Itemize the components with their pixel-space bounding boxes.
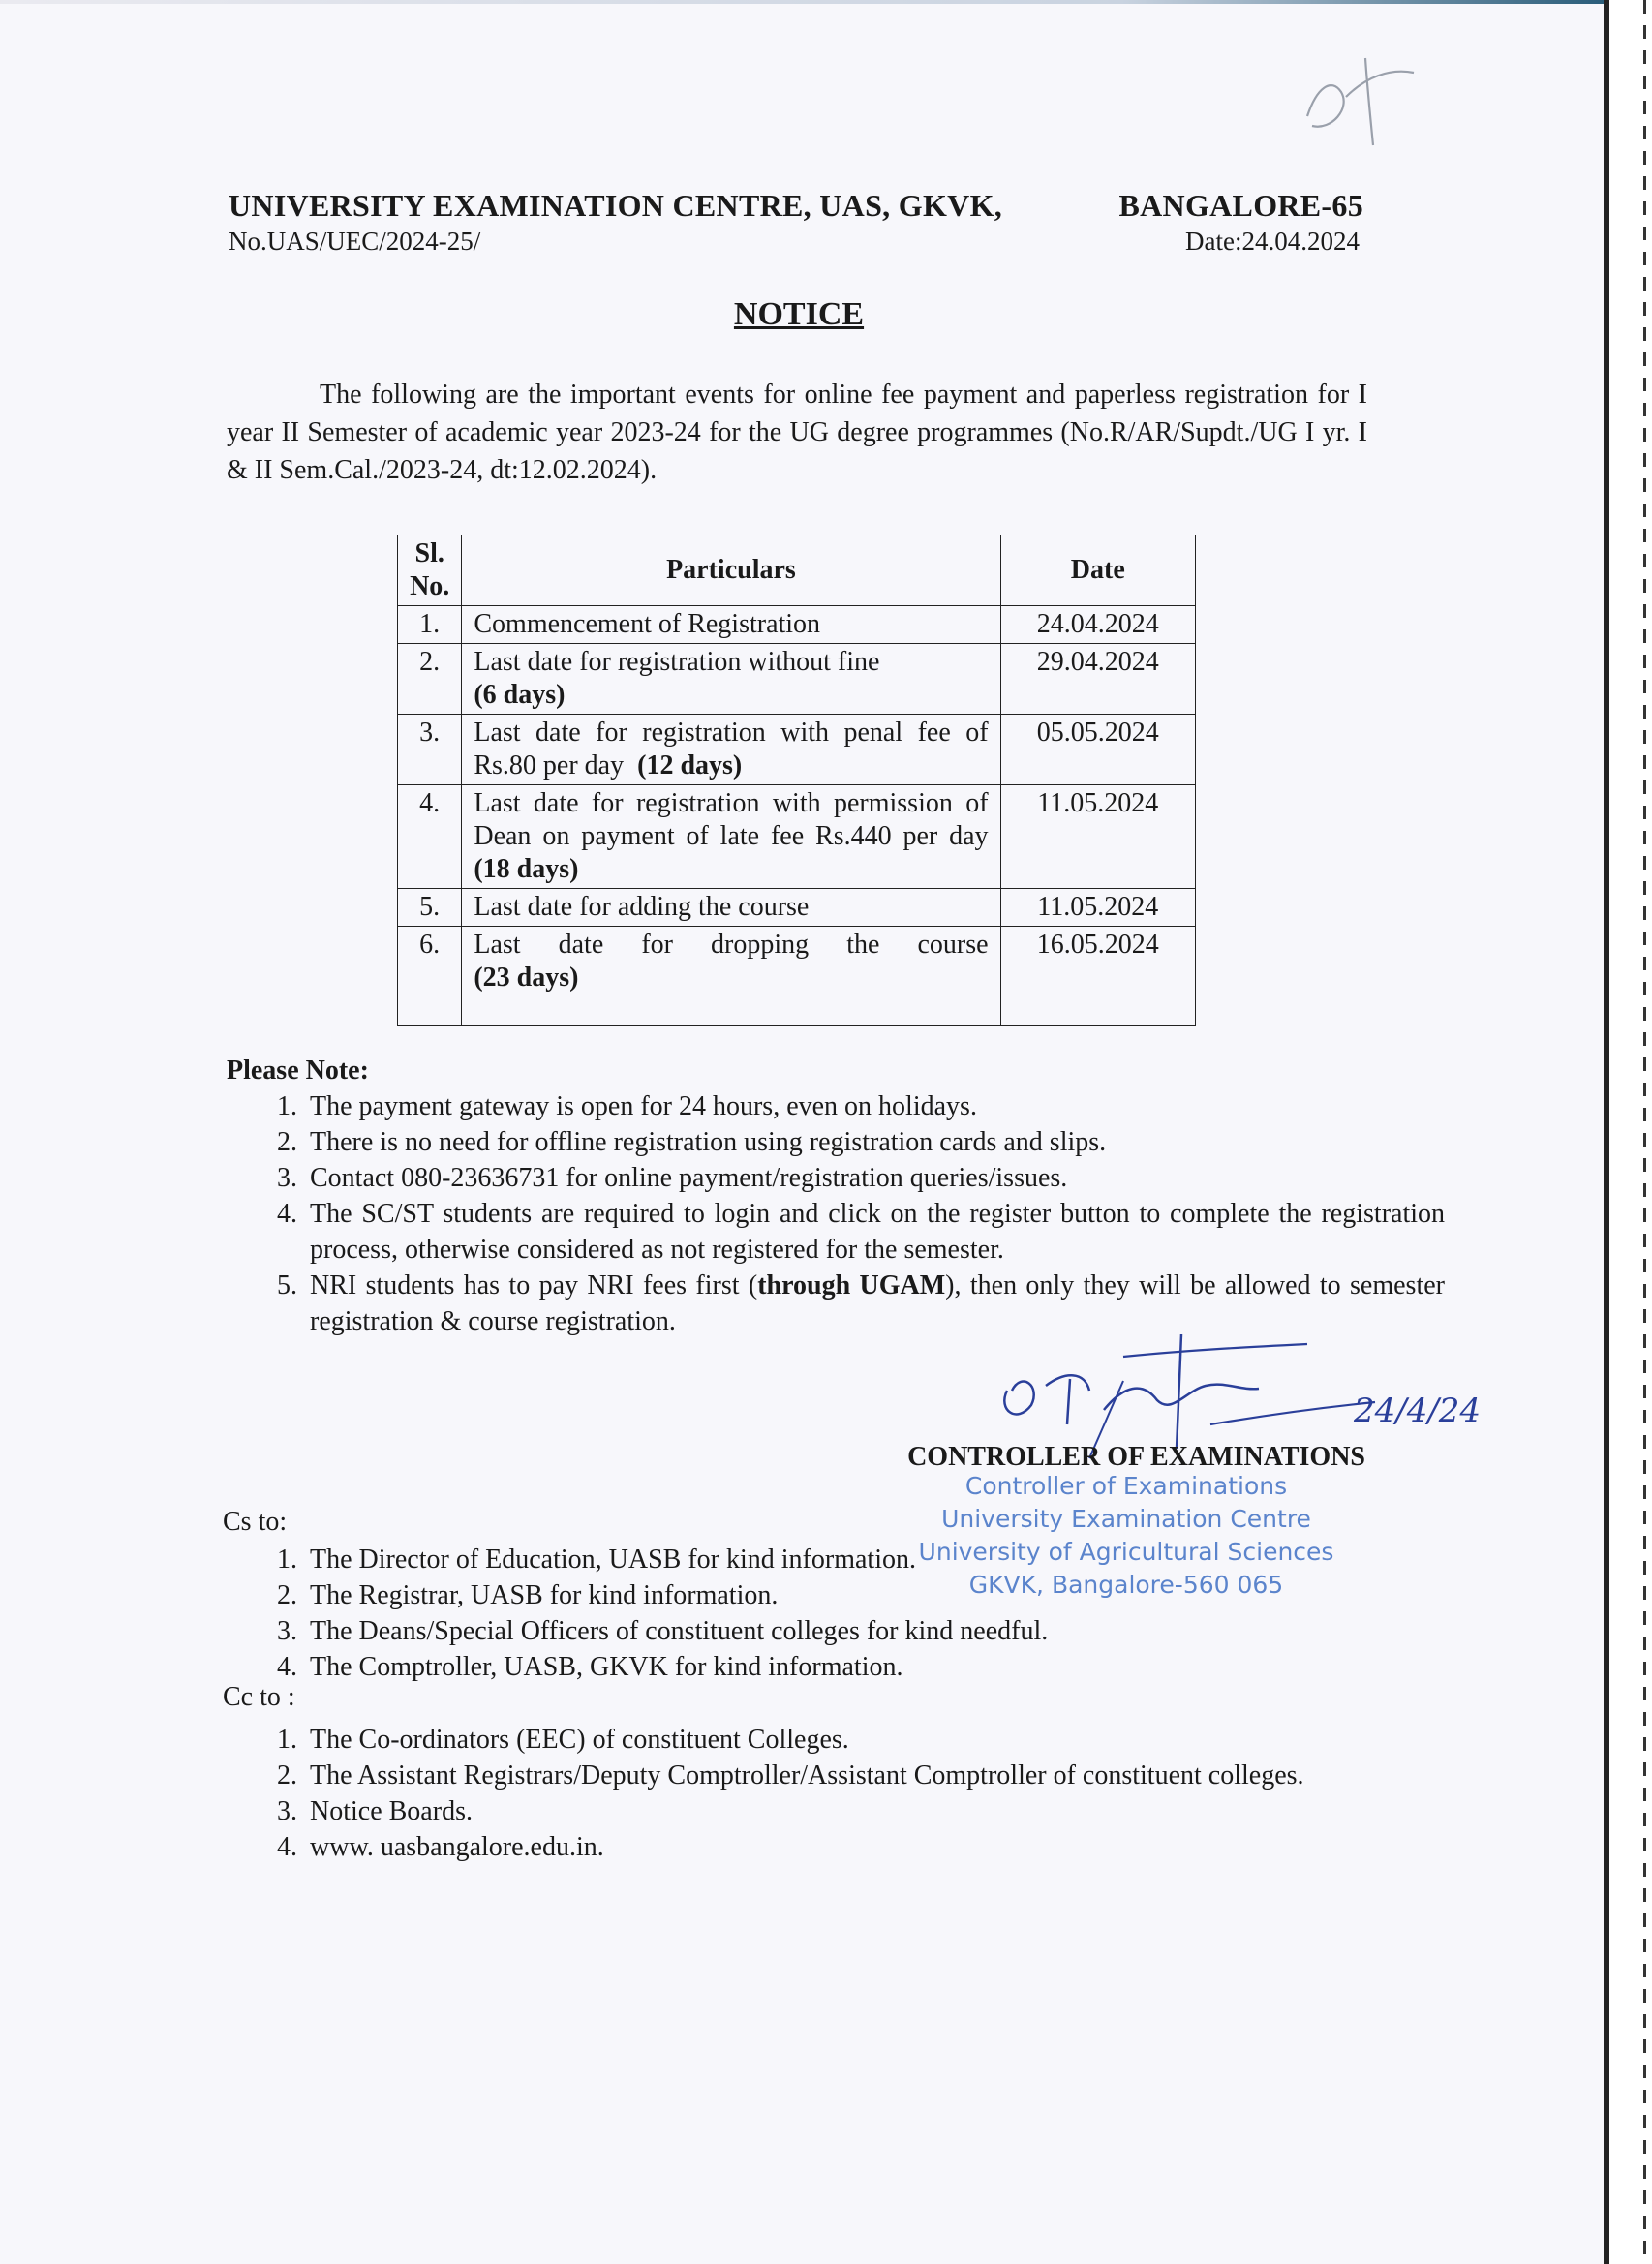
list-item: 2. There is no need for offline registration using registration cards and slips. [304,1124,1445,1160]
reference-number: No.UAS/UEC/2024-25/ [229,227,481,256]
table-row [398,715,1196,785]
row-date: 16.05.2024 [1000,927,1195,1026]
note5-pre: NRI students has to pay NRI fees first ( [310,1270,758,1300]
row-text: Last date for registration with penal fee of Rs.80 per day [474,718,989,780]
row-text: Last date for dropping the course [474,930,989,960]
header-particulars: Particulars [462,535,1000,606]
notice-title: NOTICE [733,296,865,332]
row-date: 29.04.2024 [1000,644,1195,715]
row-particulars [462,785,1000,889]
signature-date: 24/4/24 [1354,1392,1482,1430]
row-particulars [462,927,1000,1026]
stamp-line: University Examination Centre [941,1505,1311,1533]
row-particulars [462,715,1000,785]
list-item: 3. Contact 080-23636731 for online payment/registration queries/issues. [304,1160,1445,1196]
scan-top-edge [0,0,1604,4]
note5-bold: through UGAM [757,1270,946,1300]
row-date: 05.05.2024 [1000,715,1195,785]
row-particulars [462,606,1000,644]
row-sl: 4. [398,785,462,889]
row-text: Last date for registration without fine [474,647,880,677]
table-row [398,606,1196,644]
list-item: 4. The Comptroller, UASB, GKVK for kind information. [304,1649,1445,1685]
city: BANGALORE-65 [1118,188,1363,223]
stamp-line: GKVK, Bangalore-560 065 [968,1571,1284,1599]
row-days: (18 days) [474,854,579,884]
signatory-title: CONTROLLER OF EXAMINATIONS [907,1442,1365,1472]
header-sl-no: Sl. No. [398,535,462,606]
stamp-line: University of Agricultural Sciences [918,1538,1334,1566]
table-header-row [398,535,1196,606]
row-particulars [462,644,1000,715]
list-item: 3. Notice Boards. [304,1793,1445,1829]
cs-list [227,1542,1445,1685]
cc-label: Cc to : [223,1682,295,1712]
cs-label: Cs to: [223,1507,288,1537]
row-sl: 6. [398,927,462,1026]
row-particulars [462,889,1000,927]
please-note-label: Please Note: [227,1056,369,1086]
row-sl: 3. [398,715,462,785]
handwritten-signature [978,1332,1482,1458]
table-row [398,889,1196,927]
row-text: Commencement of Registration [474,609,821,639]
header-date: Date [1000,535,1195,606]
notice-date: Date:24.04.2024 [1185,227,1360,256]
row-text: Last date for adding the course [474,892,810,922]
table-row [398,644,1196,715]
table-row [398,927,1196,1026]
intro-paragraph: The following are the important events for online fee payment and paperless registration for I year II Semester of academic year 2023-24 for the UG degree programmes (No.R/AR/Supdt./UG I yr. I & II Sem.Cal./2023-24, dt:12.02.2024). [227,380,1367,485]
row-text: Last date for registration with permission of Dean on payment of late fee Rs.440 per day [474,788,989,851]
header-line [229,188,1363,224]
list-item [304,1268,1445,1339]
cc-list [227,1722,1445,1865]
row-days: (12 days) [637,750,743,780]
row-sl: 1. [398,606,462,644]
stamp-line: Controller of Examinations [964,1472,1288,1500]
scan-border [1604,0,1652,2264]
list-item: 2. The Assistant Registrars/Deputy Comptroller/Assistant Comptroller of constituent colleges. [304,1758,1445,1793]
row-days: (23 days) [474,963,579,993]
row-date: 11.05.2024 [1000,785,1195,889]
org-name: UNIVERSITY EXAMINATION CENTRE, UAS, GKVK, [229,188,1003,223]
row-date: 24.04.2024 [1000,606,1195,644]
row-days: (6 days) [474,680,566,710]
row-sl: 2. [398,644,462,715]
list-item: 2. The Registrar, UASB for kind information. [304,1577,1445,1613]
list-item: 4. www. uasbangalore.edu.in. [304,1829,1445,1865]
list-item: 4. The SC/ST students are required to login and click on the register button to complete the registration process, otherwise considered as not registered for the semester. [304,1196,1445,1268]
row-date: 11.05.2024 [1000,889,1195,927]
handwritten-initials [1298,48,1423,155]
reference-line [229,227,1360,257]
scan-border-dashes [1643,0,1646,2264]
row-sl: 5. [398,889,462,927]
list-item: 1. The Director of Education, UASB for kind information. [304,1542,1445,1577]
list-item: 1. The Co-ordinators (EEC) of constituent Colleges. [304,1722,1445,1758]
list-item: 1. The payment gateway is open for 24 hours, even on holidays. [304,1088,1445,1124]
table-row [398,785,1196,889]
events-table [397,535,1196,1026]
list-item: 3. The Deans/Special Officers of constituent colleges for kind needful. [304,1613,1445,1649]
note5-post: ), then only they will be allowed to semester registration & course registration. [310,1270,1445,1336]
please-note-list [227,1088,1445,1339]
